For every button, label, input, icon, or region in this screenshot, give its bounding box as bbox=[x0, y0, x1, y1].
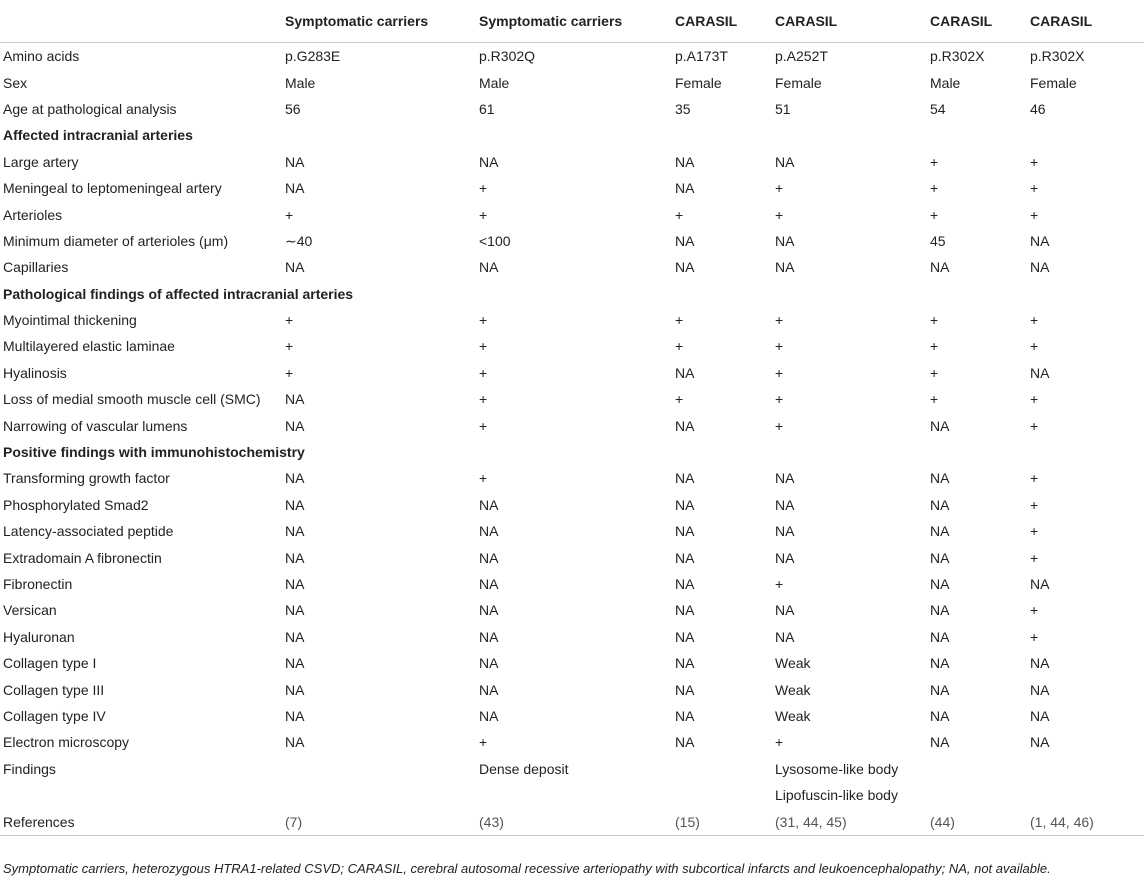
row-label: Electron microscopy bbox=[3, 734, 130, 751]
table-cell: (15) bbox=[672, 808, 772, 835]
table-cell: NA bbox=[775, 232, 795, 249]
table-cell: + bbox=[1030, 628, 1039, 645]
table-cell: Lysosome-like body bbox=[775, 760, 899, 777]
table-cell: NA bbox=[285, 576, 305, 592]
table-cell: + bbox=[930, 153, 939, 170]
table-cell: + bbox=[775, 338, 784, 355]
table-cell: 54 bbox=[930, 100, 946, 117]
header-cell: Symptomatic carriers bbox=[476, 0, 672, 43]
table-cell: + bbox=[775, 734, 784, 751]
table-cell: p.R302X bbox=[930, 48, 985, 65]
table-cell: NA bbox=[675, 734, 695, 751]
table-footnote: Symptomatic carriers, heterozygous HTRA1-related CSVD; CARASIL, cerebral autosomal recessive arteriopathy with subcortical infarcts and leukoencephalopathy; NA, not available. bbox=[3, 861, 1051, 876]
table-cell: NA bbox=[675, 707, 695, 724]
table-row bbox=[0, 333, 1144, 359]
table-row bbox=[0, 228, 1144, 254]
section-row bbox=[0, 439, 1144, 465]
table-cell bbox=[672, 782, 772, 808]
table-cell: + bbox=[1030, 496, 1039, 513]
table-cell: p.A252T bbox=[775, 48, 828, 65]
table-cell: NA bbox=[285, 259, 305, 276]
table-cell: + bbox=[930, 364, 939, 381]
table-cell: NA bbox=[285, 734, 305, 751]
table-row bbox=[0, 571, 1144, 597]
table-cell: + bbox=[479, 338, 488, 355]
table-cell: Male bbox=[479, 74, 510, 91]
row-label: Amino acids bbox=[3, 48, 80, 65]
table-cell: + bbox=[1030, 602, 1039, 619]
table-cell: NA bbox=[285, 707, 305, 724]
table-row bbox=[0, 412, 1144, 438]
row-label: Latency-associated peptide bbox=[3, 523, 174, 540]
table-cell: NA bbox=[479, 153, 499, 170]
section-heading: Affected intracranial arteries bbox=[3, 127, 193, 144]
table-cell: NA bbox=[930, 523, 950, 540]
table-cell: NA bbox=[285, 523, 305, 540]
table-cell: NA bbox=[285, 180, 305, 197]
table-row bbox=[0, 69, 1144, 95]
row-label: Hyaluronan bbox=[3, 628, 75, 645]
table-cell: Male bbox=[285, 74, 316, 91]
row-label: Versican bbox=[3, 602, 57, 619]
row-label: Loss of medial smooth muscle cell (SMC) bbox=[3, 391, 261, 408]
table-cell: NA bbox=[479, 259, 499, 276]
table-cell: + bbox=[775, 364, 784, 381]
table-row bbox=[0, 201, 1144, 227]
header-cell: Symptomatic carriers bbox=[282, 0, 476, 43]
table-cell: 56 bbox=[285, 100, 301, 117]
table-cell: + bbox=[479, 417, 488, 434]
table-cell: NA bbox=[675, 655, 695, 672]
table-cell bbox=[927, 782, 1027, 808]
table-cell: (7) bbox=[282, 808, 476, 835]
table-row bbox=[0, 307, 1144, 333]
table-cell: + bbox=[479, 364, 488, 381]
table-cell: NA bbox=[675, 232, 695, 249]
table-row bbox=[0, 149, 1144, 175]
table-cell: NA bbox=[775, 153, 795, 170]
table-cell: + bbox=[285, 364, 294, 381]
table-row bbox=[0, 782, 1144, 808]
table-cell: NA bbox=[1030, 655, 1050, 672]
table-cell: + bbox=[285, 338, 294, 355]
row-label: Findings bbox=[3, 760, 56, 777]
table-cell: NA bbox=[479, 681, 499, 698]
table-cell: Weak bbox=[775, 681, 811, 698]
row-label: Fibronectin bbox=[3, 576, 73, 592]
table-row bbox=[0, 729, 1144, 755]
row-label: Extradomain A fibronectin bbox=[3, 549, 162, 566]
table-cell: Male bbox=[930, 74, 961, 91]
table-cell: + bbox=[930, 338, 939, 355]
table-cell: Female bbox=[1030, 74, 1077, 91]
table-cell: NA bbox=[479, 576, 499, 592]
table-row bbox=[0, 597, 1144, 623]
table-cell: p.R302X bbox=[1030, 48, 1085, 65]
header-cell bbox=[0, 0, 282, 43]
table-cell: (44) bbox=[927, 808, 1027, 835]
table-cell: NA bbox=[285, 496, 305, 513]
table-cell: (31, 44, 45) bbox=[772, 808, 927, 835]
table-cell: NA bbox=[930, 681, 950, 698]
table-cell: NA bbox=[775, 628, 795, 645]
table-cell: NA bbox=[930, 259, 950, 276]
row-label: Transforming growth factor bbox=[3, 470, 170, 487]
table-cell: NA bbox=[479, 628, 499, 645]
table-cell: + bbox=[479, 180, 488, 197]
table-row bbox=[0, 808, 1144, 835]
table-cell: NA bbox=[285, 602, 305, 619]
table-cell: + bbox=[930, 391, 939, 408]
table-cell: + bbox=[1030, 470, 1039, 487]
row-label: Collagen type I bbox=[3, 655, 97, 672]
table-cell: NA bbox=[675, 549, 695, 566]
table-cell: + bbox=[1030, 338, 1039, 355]
table-cell: + bbox=[675, 206, 684, 223]
table-cell: NA bbox=[285, 655, 305, 672]
table-cell bbox=[1027, 756, 1144, 782]
row-label: Large artery bbox=[3, 153, 79, 170]
table-row bbox=[0, 43, 1144, 70]
header-cell: CARASIL bbox=[927, 0, 1027, 43]
table-row bbox=[0, 175, 1144, 201]
table-row bbox=[0, 465, 1144, 491]
table-cell: NA bbox=[1030, 734, 1050, 751]
table-cell: NA bbox=[675, 602, 695, 619]
table-row bbox=[0, 756, 1144, 782]
table-cell: + bbox=[675, 312, 684, 329]
table-cell: + bbox=[675, 391, 684, 408]
table-cell: NA bbox=[479, 655, 499, 672]
table-cell: + bbox=[775, 180, 784, 197]
row-label: Age at pathological analysis bbox=[3, 100, 177, 117]
table-cell: NA bbox=[1030, 576, 1050, 592]
table-cell: + bbox=[775, 312, 784, 329]
table-cell: NA bbox=[675, 180, 695, 197]
table-cell: + bbox=[285, 206, 294, 223]
header-cell: CARASIL bbox=[772, 0, 927, 43]
table-row bbox=[0, 518, 1144, 544]
section-heading: Positive findings with immunohistochemistry bbox=[3, 444, 305, 461]
table-cell: NA bbox=[1030, 681, 1050, 698]
table-row bbox=[0, 703, 1144, 729]
table-row bbox=[0, 624, 1144, 650]
table-cell: NA bbox=[1030, 259, 1050, 276]
table-cell: NA bbox=[930, 655, 950, 672]
table-cell: + bbox=[479, 312, 488, 329]
table-cell: + bbox=[1030, 180, 1039, 197]
table-cell: + bbox=[930, 312, 939, 329]
table-cell: NA bbox=[285, 628, 305, 645]
table-cell: NA bbox=[285, 470, 305, 487]
table-cell: NA bbox=[930, 707, 950, 724]
table-cell: NA bbox=[285, 681, 305, 698]
table-cell: NA bbox=[930, 734, 950, 751]
table-cell: NA bbox=[930, 496, 950, 513]
table-cell: (43) bbox=[476, 808, 672, 835]
table-row bbox=[0, 676, 1144, 702]
section-heading: Pathological findings of affected intracranial arteries bbox=[3, 285, 354, 302]
table-cell: Dense deposit bbox=[479, 760, 569, 777]
table-cell: NA bbox=[775, 549, 795, 566]
table-cell: NA bbox=[675, 417, 695, 434]
table-row bbox=[0, 360, 1144, 386]
table-cell: 51 bbox=[775, 100, 791, 117]
row-label: Myointimal thickening bbox=[3, 312, 137, 329]
header-cell: CARASIL bbox=[672, 0, 772, 43]
table-cell: NA bbox=[775, 259, 795, 276]
table-cell: NA bbox=[930, 470, 950, 487]
table-body bbox=[0, 43, 1144, 836]
table-cell: + bbox=[1030, 523, 1039, 540]
row-label: Multilayered elastic laminae bbox=[3, 338, 175, 355]
table-cell: NA bbox=[479, 496, 499, 513]
table-cell: 45 bbox=[930, 232, 946, 249]
table-cell: + bbox=[930, 180, 939, 197]
table-cell: NA bbox=[675, 523, 695, 540]
table-cell: NA bbox=[479, 549, 499, 566]
table-cell: NA bbox=[930, 628, 950, 645]
table-cell bbox=[927, 756, 1027, 782]
table-cell: + bbox=[1030, 206, 1039, 223]
table-cell: NA bbox=[775, 602, 795, 619]
table-cell: + bbox=[675, 338, 684, 355]
table-cell: NA bbox=[930, 576, 950, 592]
table-cell: NA bbox=[675, 681, 695, 698]
table-cell: NA bbox=[930, 417, 950, 434]
table-cell: Lipofuscin-like body bbox=[775, 787, 898, 804]
table-cell: p.G283E bbox=[285, 48, 341, 65]
table-cell: + bbox=[775, 391, 784, 408]
row-label: Narrowing of vascular lumens bbox=[3, 417, 188, 434]
table-row bbox=[0, 386, 1144, 412]
table-cell: NA bbox=[675, 259, 695, 276]
table-cell: NA bbox=[675, 576, 695, 592]
table-cell: NA bbox=[1030, 232, 1050, 249]
table-cell: NA bbox=[675, 153, 695, 170]
table-cell: NA bbox=[675, 470, 695, 487]
header-cell: CARASIL bbox=[1027, 0, 1144, 43]
table-cell: + bbox=[775, 417, 784, 434]
table-cell: + bbox=[479, 391, 488, 408]
table-cell: p.R302Q bbox=[479, 48, 536, 65]
table-cell: + bbox=[1030, 549, 1039, 566]
table-cell: + bbox=[930, 206, 939, 223]
table-cell: + bbox=[1030, 417, 1039, 434]
section-row bbox=[0, 122, 1144, 148]
table-cell: NA bbox=[1030, 707, 1050, 724]
row-label: Hyalinosis bbox=[3, 364, 67, 381]
table-cell: NA bbox=[930, 602, 950, 619]
table-cell: <100 bbox=[479, 232, 511, 249]
table-row bbox=[0, 544, 1144, 570]
table-cell: 35 bbox=[675, 100, 691, 117]
table-cell: NA bbox=[930, 549, 950, 566]
row-label bbox=[0, 782, 282, 808]
table-cell: NA bbox=[285, 549, 305, 566]
section-row bbox=[0, 281, 1144, 307]
table-cell: + bbox=[479, 470, 488, 487]
table-cell: + bbox=[1030, 391, 1039, 408]
table-cell: 46 bbox=[1030, 100, 1046, 117]
table-cell bbox=[282, 782, 476, 808]
table-cell: NA bbox=[775, 523, 795, 540]
table-cell: NA bbox=[675, 496, 695, 513]
table-cell: + bbox=[775, 576, 784, 592]
table-cell: + bbox=[479, 734, 488, 751]
table-cell: p.A173T bbox=[675, 48, 728, 65]
header-row bbox=[0, 0, 1144, 43]
table-cell: NA bbox=[1030, 364, 1050, 381]
table-cell: Female bbox=[775, 74, 822, 91]
table-cell: (1, 44, 46) bbox=[1027, 808, 1144, 835]
row-label: Capillaries bbox=[3, 259, 69, 276]
table-cell: + bbox=[479, 206, 488, 223]
table-cell: NA bbox=[285, 417, 305, 434]
table-cell bbox=[476, 782, 672, 808]
table-cell: + bbox=[1030, 312, 1039, 329]
table-cell: NA bbox=[479, 707, 499, 724]
row-label: Sex bbox=[3, 74, 28, 91]
table-cell: NA bbox=[285, 391, 305, 408]
table-cell: NA bbox=[285, 153, 305, 170]
table-cell: NA bbox=[675, 364, 695, 381]
table-cell: NA bbox=[775, 496, 795, 513]
table-cell: NA bbox=[775, 470, 795, 487]
row-label: Collagen type IV bbox=[3, 707, 106, 724]
table-cell: 61 bbox=[479, 100, 495, 117]
table-row bbox=[0, 96, 1144, 122]
table-cell: + bbox=[285, 312, 294, 329]
table-cell bbox=[672, 756, 772, 782]
table-row bbox=[0, 650, 1144, 676]
table-cell: NA bbox=[675, 628, 695, 645]
table-cell: Weak bbox=[775, 655, 811, 672]
row-label: References bbox=[0, 808, 282, 835]
table-cell bbox=[282, 756, 476, 782]
table-cell: Weak bbox=[775, 707, 811, 724]
table-cell bbox=[1027, 782, 1144, 808]
table-cell: + bbox=[1030, 153, 1039, 170]
table-row bbox=[0, 492, 1144, 518]
row-label: Collagen type III bbox=[3, 681, 105, 698]
row-label: Minimum diameter of arterioles (μm) bbox=[3, 232, 229, 249]
row-label: Meningeal to leptomeningeal artery bbox=[3, 180, 222, 197]
table-cell: NA bbox=[479, 602, 499, 619]
table-row bbox=[0, 254, 1144, 280]
table-cell: NA bbox=[479, 523, 499, 540]
table-cell: Female bbox=[675, 74, 722, 91]
row-label: Arterioles bbox=[3, 206, 63, 223]
table-cell: ∼40 bbox=[285, 232, 313, 249]
row-label: Phosphorylated Smad2 bbox=[3, 496, 149, 513]
table-cell: + bbox=[775, 206, 784, 223]
